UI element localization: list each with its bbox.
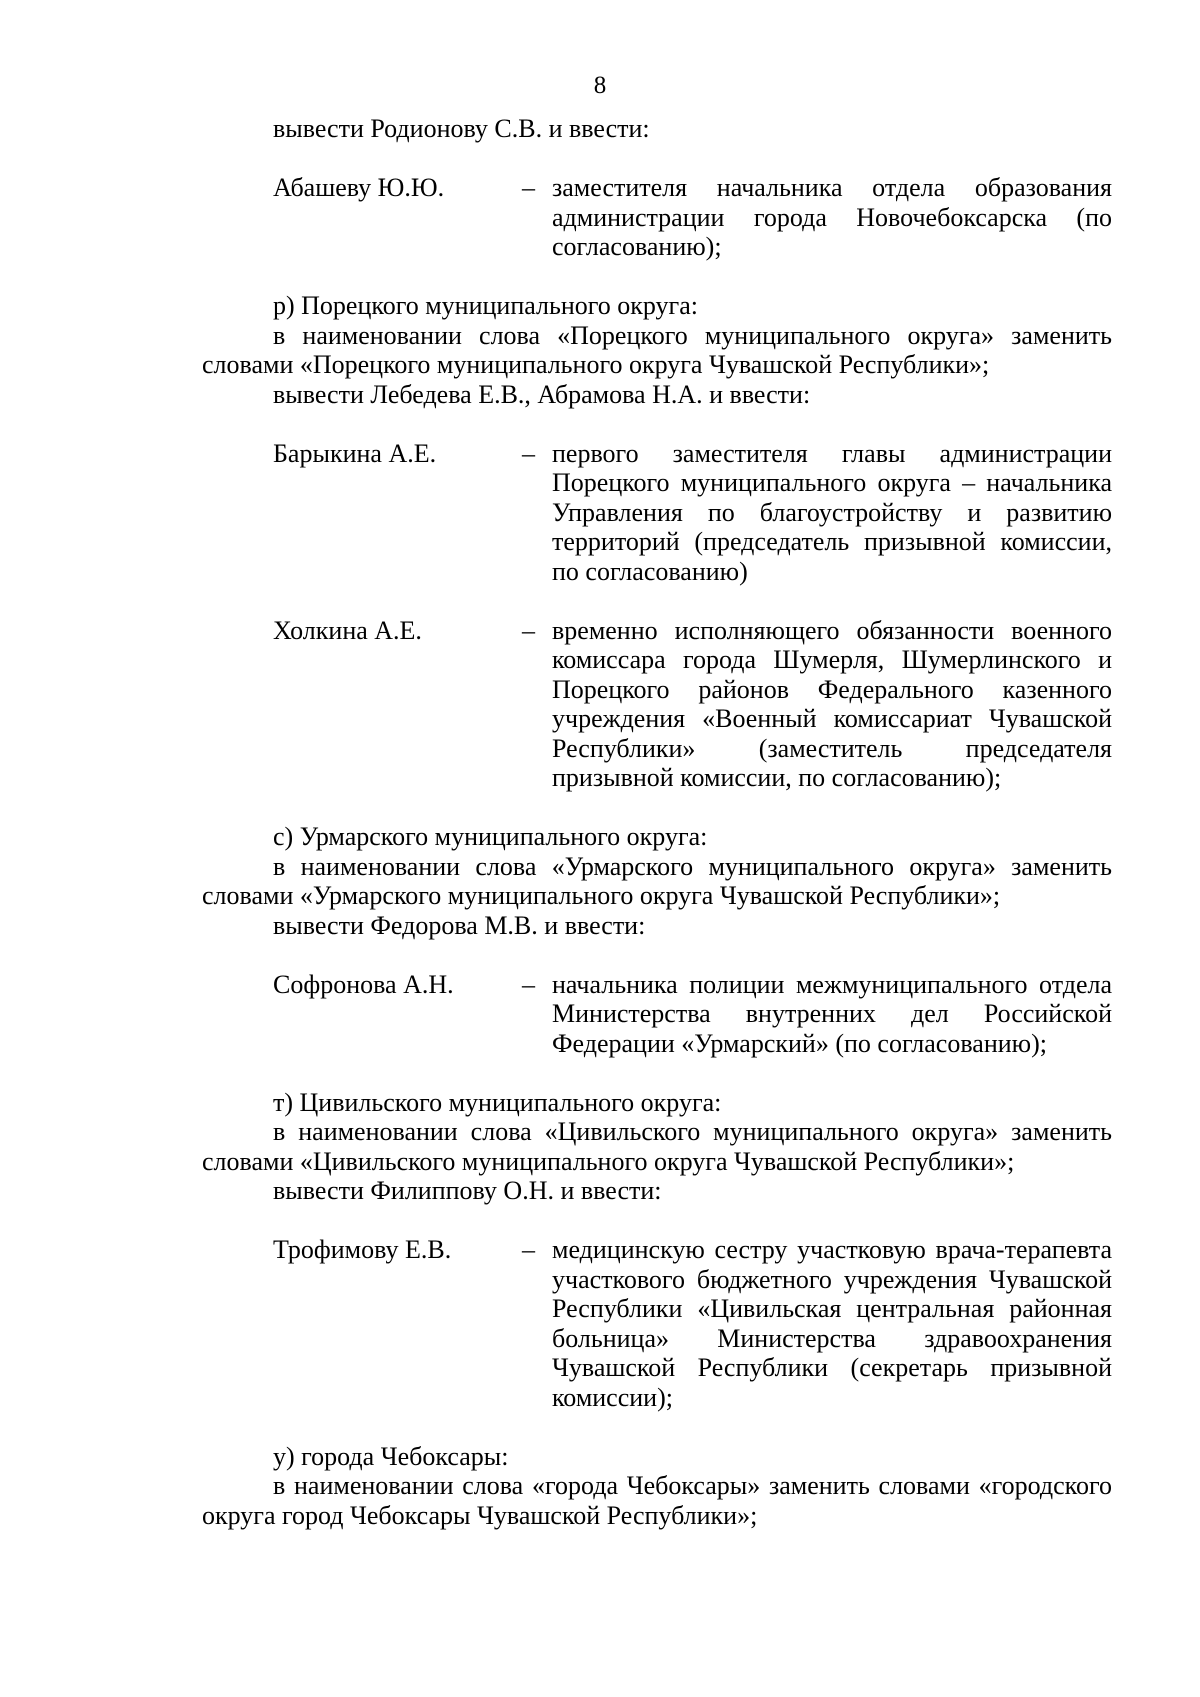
paragraph-spacer: [202, 793, 1112, 823]
member-position: начальника полиции межмуниципального отдела Министерства внутренних дел Российской Федерации «Урмарский» (по согласованию);: [552, 969, 1112, 1058]
paragraph: с) Урмарского муниципального округа:: [273, 822, 708, 851]
paragraph-spacer: [202, 409, 1112, 439]
paragraph-spacer: [202, 1206, 1112, 1236]
dash-separator: –: [522, 173, 535, 202]
member-position: первого заместителя главы администрации Порецкого муниципального округа – начальника Управления по благоустройству и развитию территорий (председатель призывной комиссии, по согласованию): [552, 438, 1112, 586]
paragraph-spacer: [202, 262, 1112, 292]
paragraph-spacer: [202, 144, 1112, 174]
page-number: 8: [593, 72, 607, 99]
member-name: Холкина А.Е.: [273, 615, 422, 645]
paragraph-spacer: [202, 586, 1112, 616]
member-name: Трофимову Е.В.: [273, 1235, 452, 1264]
member-name: Абашеву Ю.Ю.: [273, 173, 445, 202]
member-entry: [202, 970, 1112, 1059]
member-entry: [202, 616, 1112, 793]
paragraph-spacer: [202, 1058, 1112, 1088]
member-position: временно исполняющего обязанности военного комиссара города Шумерля, Шумерлинского и Порецкого районов Федерального казенного учреждения «Военный комиссариат Чувашской Республики» (заместитель председателя призывной комиссии, по согласованию);: [552, 615, 1112, 792]
paragraph-spacer: [202, 940, 1112, 970]
paragraph: в наименовании слова «Цивильского муниципального округа» заменить словами «Цивильского муниципального округа Чувашской Республики»;: [202, 1117, 1112, 1176]
paragraph: вывести Филиппову О.Н. и ввести:: [273, 1176, 662, 1205]
dash-separator: –: [522, 969, 535, 999]
member-name: Софронова А.Н.: [273, 969, 454, 999]
paragraph: р) Порецкого муниципального округа:: [273, 291, 698, 320]
paragraph: у) города Чебоксары:: [273, 1441, 509, 1471]
member-entry: [202, 173, 1112, 262]
paragraph: в наименовании слова «города Чебоксары» заменить словами «городского округа город Чебоксары Чувашской Республики»;: [202, 1471, 1112, 1530]
dash-separator: –: [522, 615, 535, 645]
member-position: заместителя начальника отдела образования администрации города Новочебоксарска (по согласованию);: [552, 173, 1112, 261]
paragraph: в наименовании слова «Урмарского муниципального округа» заменить словами «Урмарского муниципального округа Чувашской Республики»;: [202, 851, 1112, 910]
paragraph: вывести Федорова М.В. и ввести:: [273, 910, 646, 940]
member-entry: [202, 1235, 1112, 1412]
paragraph: вывести Лебедева Е.В., Абрамова Н.А. и ввести:: [273, 379, 811, 409]
dash-separator: –: [522, 1235, 535, 1264]
paragraph: т) Цивильского муниципального округа:: [273, 1087, 722, 1117]
paragraph-spacer: [202, 1412, 1112, 1442]
document-body: [202, 114, 1112, 1530]
dash-separator: –: [522, 438, 535, 468]
paragraph: в наименовании слова «Порецкого муниципального округа» заменить словами «Порецкого муниципального округа Чувашской Республики»;: [202, 320, 1112, 379]
member-entry: [202, 439, 1112, 587]
member-name: Барыкина А.Е.: [273, 438, 437, 468]
member-position: медицинскую сестру участковую врача-терапевта участкового бюджетного учреждения Чувашской Республики «Цивильская центральная районная больница» Министерства здравоохранения Чувашской Республики (секретарь призывной комиссии);: [552, 1235, 1112, 1412]
paragraph: вывести Родионову С.В. и ввести:: [273, 114, 650, 143]
